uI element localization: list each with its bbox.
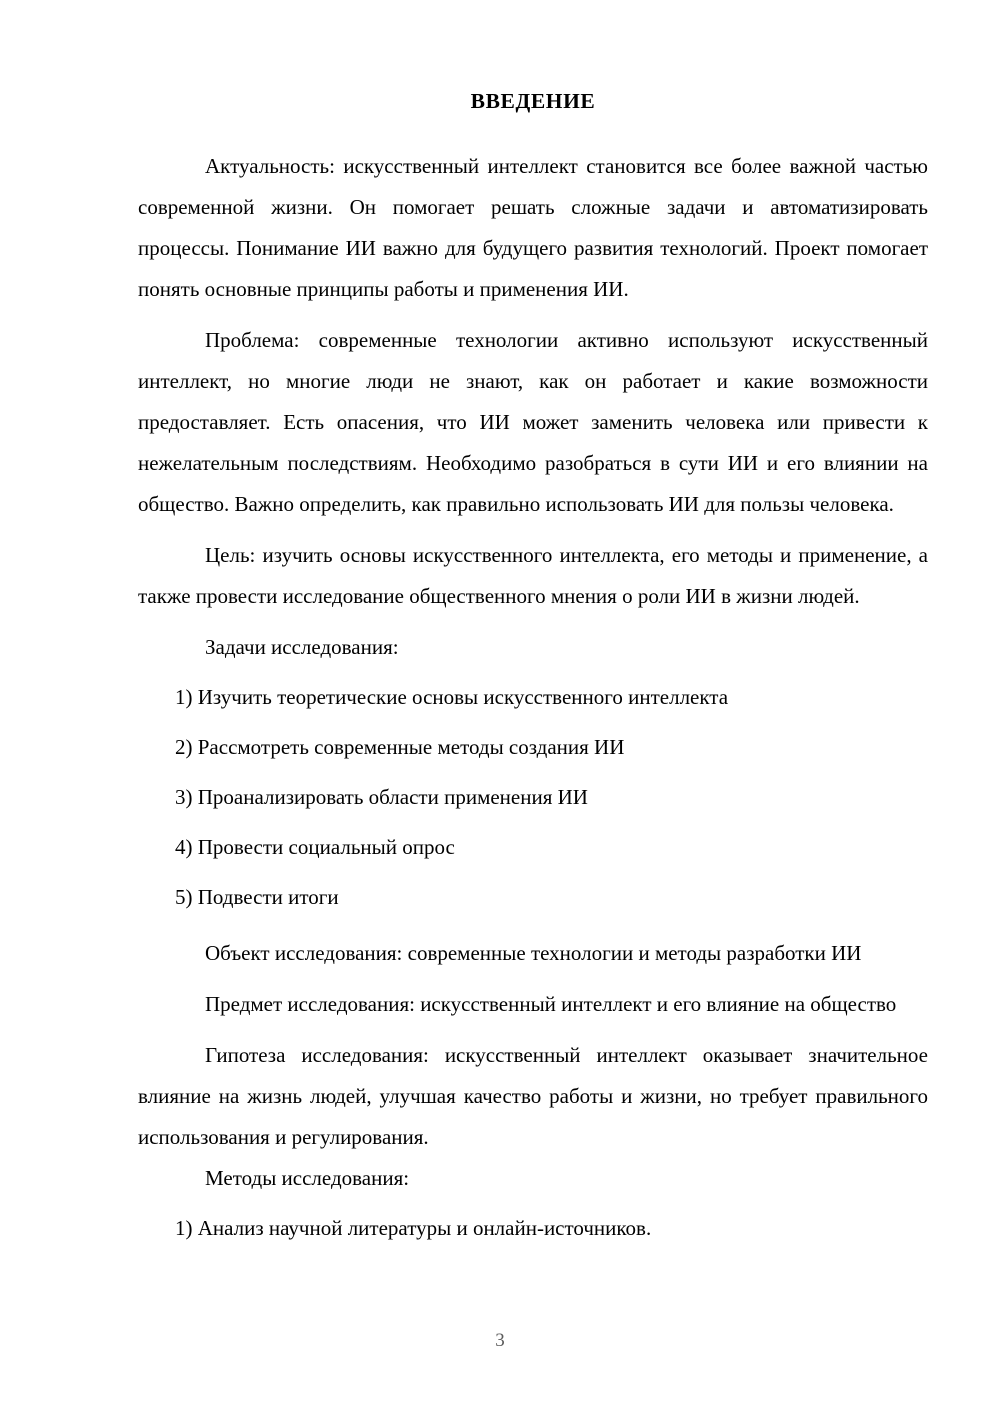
- methods-section-heading: Методы исследования:: [205, 1165, 410, 1190]
- paragraph-subject: Предмет исследования: искусственный интеллект и его влияние на общество: [205, 991, 897, 1016]
- list-item: 3) Проанализировать области применения ИИ: [175, 784, 588, 809]
- page-number-footer: 3: [495, 1330, 505, 1351]
- document-body: [138, 88, 928, 1258]
- list-item: 4) Провести социальный опрос: [175, 834, 455, 859]
- paragraph-object: Объект исследования: современные технологии и методы разработки ИИ: [205, 940, 862, 965]
- methods-list: [138, 1208, 928, 1249]
- list-item: 5) Подвести итоги: [175, 884, 339, 909]
- list-item: 1) Анализ научной литературы и онлайн-источников.: [175, 1215, 652, 1240]
- paragraph-goal: Цель: изучить основы искусственного интеллекта, его методы и применение, а также провести исследование общественного мнения о роли ИИ в жизни людей.: [138, 542, 928, 608]
- paragraph-problem: Проблема: современные технологии активно используют искусственный интеллект, но многие люди не знают, как он работает и какие возможности предоставляет. Есть опасения, что ИИ может заменить человека или привести к нежелательным последствиям. Необходимо разобраться в сути ИИ и его влиянии на общество. Важно определить, как правильно использовать ИИ для пользы человека.: [138, 327, 928, 516]
- list-item: 1) Изучить теоретические основы искусственного интеллекта: [175, 684, 729, 709]
- tasks-section-heading: Задачи исследования:: [205, 634, 399, 659]
- tasks-list: [138, 677, 928, 918]
- page-title: ВВЕДЕНИЕ: [470, 89, 596, 113]
- list-item: 2) Рассмотреть современные методы создания ИИ: [175, 734, 625, 759]
- paragraph-relevance: Актуальность: искусственный интеллект становится все более важной частью современной жизни. Он помогает решать сложные задачи и автоматизировать процессы. Понимание ИИ важно для будущего развития технологий. Проект помогает понять основные принципы работы и применения ИИ.: [138, 153, 928, 301]
- paragraph-hypothesis: Гипотеза исследования: искусственный интеллект оказывает значительное влияние на жизнь людей, улучшая качество работы и жизни, но требует правильного использования и регулирования.: [138, 1042, 928, 1149]
